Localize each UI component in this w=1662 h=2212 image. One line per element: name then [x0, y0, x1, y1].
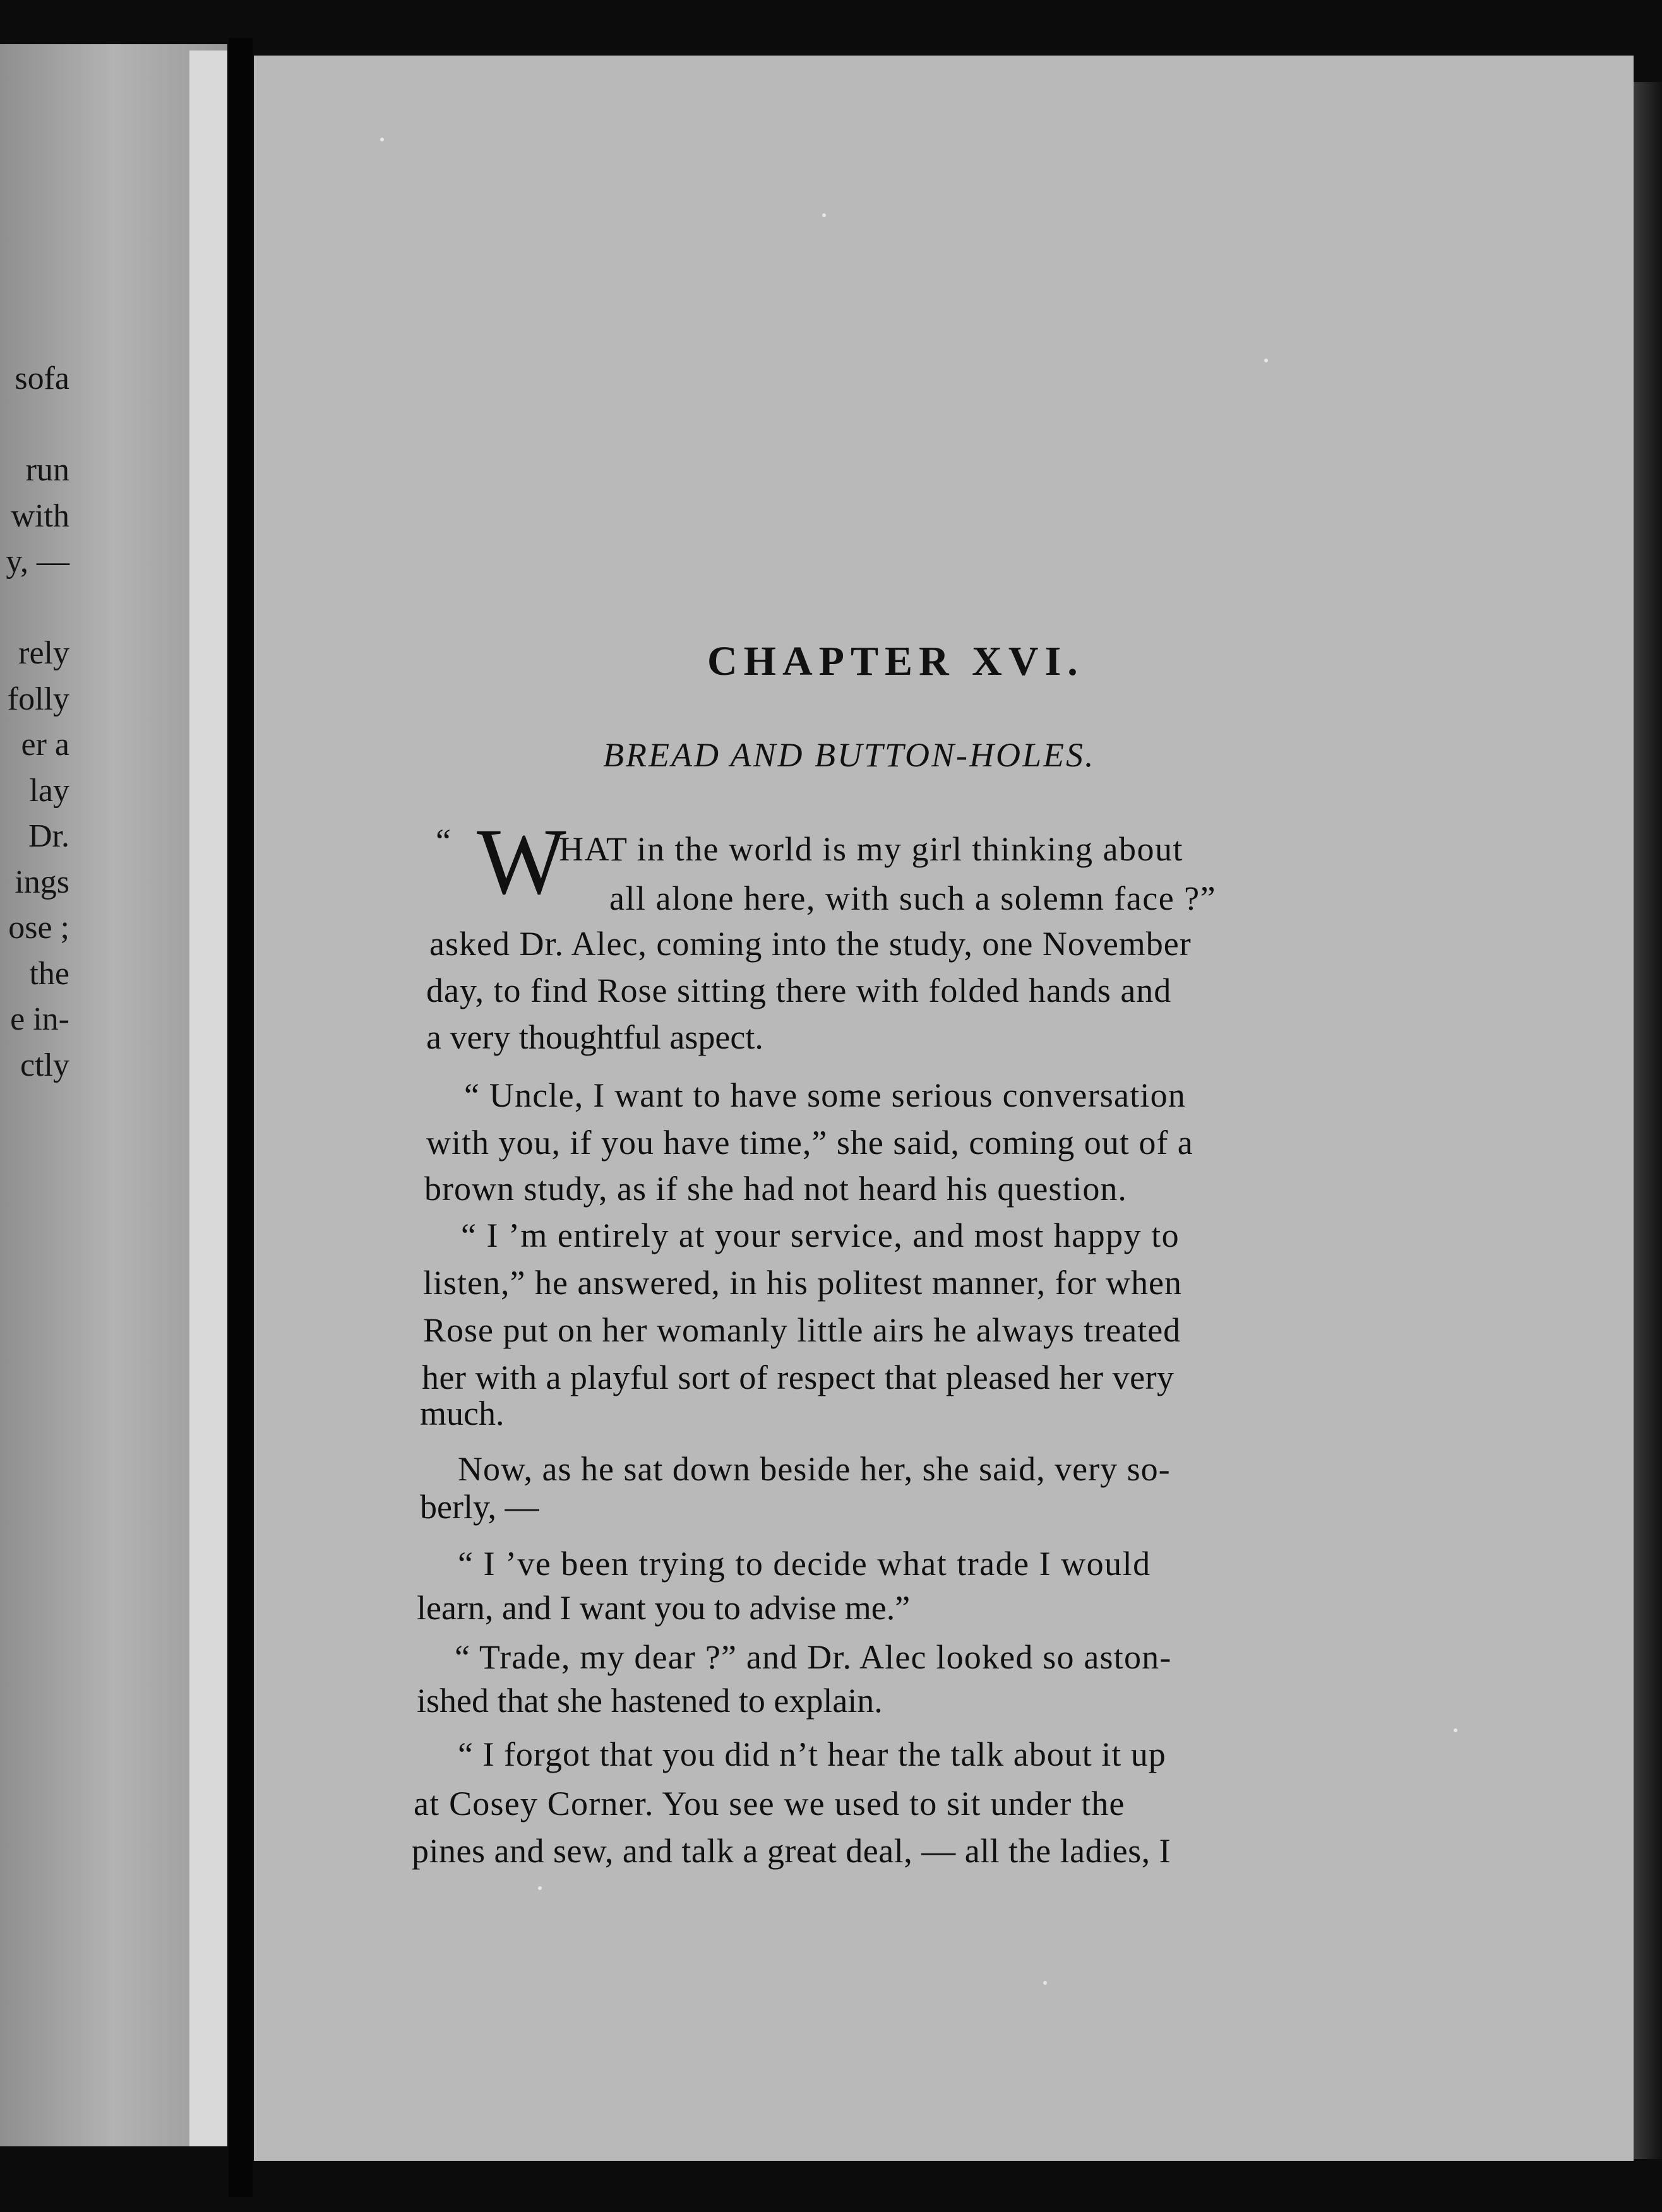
facing-page-text: ose ;	[8, 910, 69, 946]
text-line: asked Dr. Alec, coming into the study, one November	[429, 925, 1192, 963]
text-line: at Cosey Corner. You see we used to sit under the	[414, 1785, 1125, 1823]
text-line: much.	[420, 1394, 505, 1432]
text-line: “ I forgot that you did n’t hear the talk about it up	[458, 1735, 1166, 1773]
text-line: “ Trade, my dear ?” and Dr. Alec looked so aston-	[455, 1638, 1172, 1676]
text-line: HAT in the world is my girl thinking about	[559, 830, 1183, 868]
text-line: “ I ’m entirely at your service, and most happy to	[461, 1216, 1180, 1254]
text-line: learn, and I want you to advise me.”	[417, 1589, 911, 1627]
facing-page-text: with	[11, 498, 69, 534]
drop-cap: W	[477, 809, 566, 914]
facing-page-text: y, —	[6, 544, 69, 580]
chapter-subtitle: BREAD AND BUTTON-HOLES.	[603, 736, 1096, 774]
facing-page-text: lay	[29, 773, 69, 809]
page-edge	[1634, 82, 1662, 2159]
text-line: Now, as he sat down beside her, she said, very so-	[458, 1450, 1171, 1488]
text-line: Rose put on her womanly little airs he always treated	[423, 1311, 1181, 1349]
facing-page-text: er a	[21, 727, 69, 763]
text-line: “ Uncle, I want to have some serious conversation	[464, 1076, 1186, 1114]
text-line: listen,” he answered, in his politest manner, for when	[423, 1264, 1183, 1302]
text-line: “ I ’ve been trying to decide what trade I would	[458, 1545, 1151, 1583]
facing-page-text: folly	[7, 681, 69, 717]
text-line: pines and sew, and talk a great deal, — all the ladies, I	[412, 1832, 1171, 1870]
facing-page-text: Dr.	[28, 818, 69, 854]
facing-page-text: e in-	[10, 1001, 69, 1037]
facing-page-text: rely	[18, 635, 69, 671]
facing-page-text: the	[29, 956, 69, 992]
text-line: ished that she hastened to explain.	[417, 1682, 883, 1720]
facing-page-text: ctly	[20, 1047, 69, 1083]
text-line: a very thoughtful aspect.	[426, 1018, 763, 1056]
opening-quote: “	[436, 822, 451, 860]
facing-page-text: sofa	[15, 360, 69, 396]
text-line: all alone here, with such a solemn face ?”	[609, 879, 1217, 917]
book-spine	[229, 38, 253, 2197]
chapter-title: CHAPTER XVI.	[707, 638, 1084, 684]
facing-page-text: ings	[15, 864, 69, 900]
text-line: with you, if you have time,” she said, coming out of a	[426, 1124, 1193, 1162]
text-line: her with a playful sort of respect that pleased her very	[422, 1359, 1175, 1396]
facing-page-text: run	[25, 452, 69, 488]
text-line: berly, —	[420, 1488, 539, 1526]
gutter	[189, 51, 227, 2146]
text-line: brown study, as if she had not heard his question.	[424, 1170, 1127, 1208]
text-line: day, to find Rose sitting there with folded hands and	[426, 972, 1172, 1009]
